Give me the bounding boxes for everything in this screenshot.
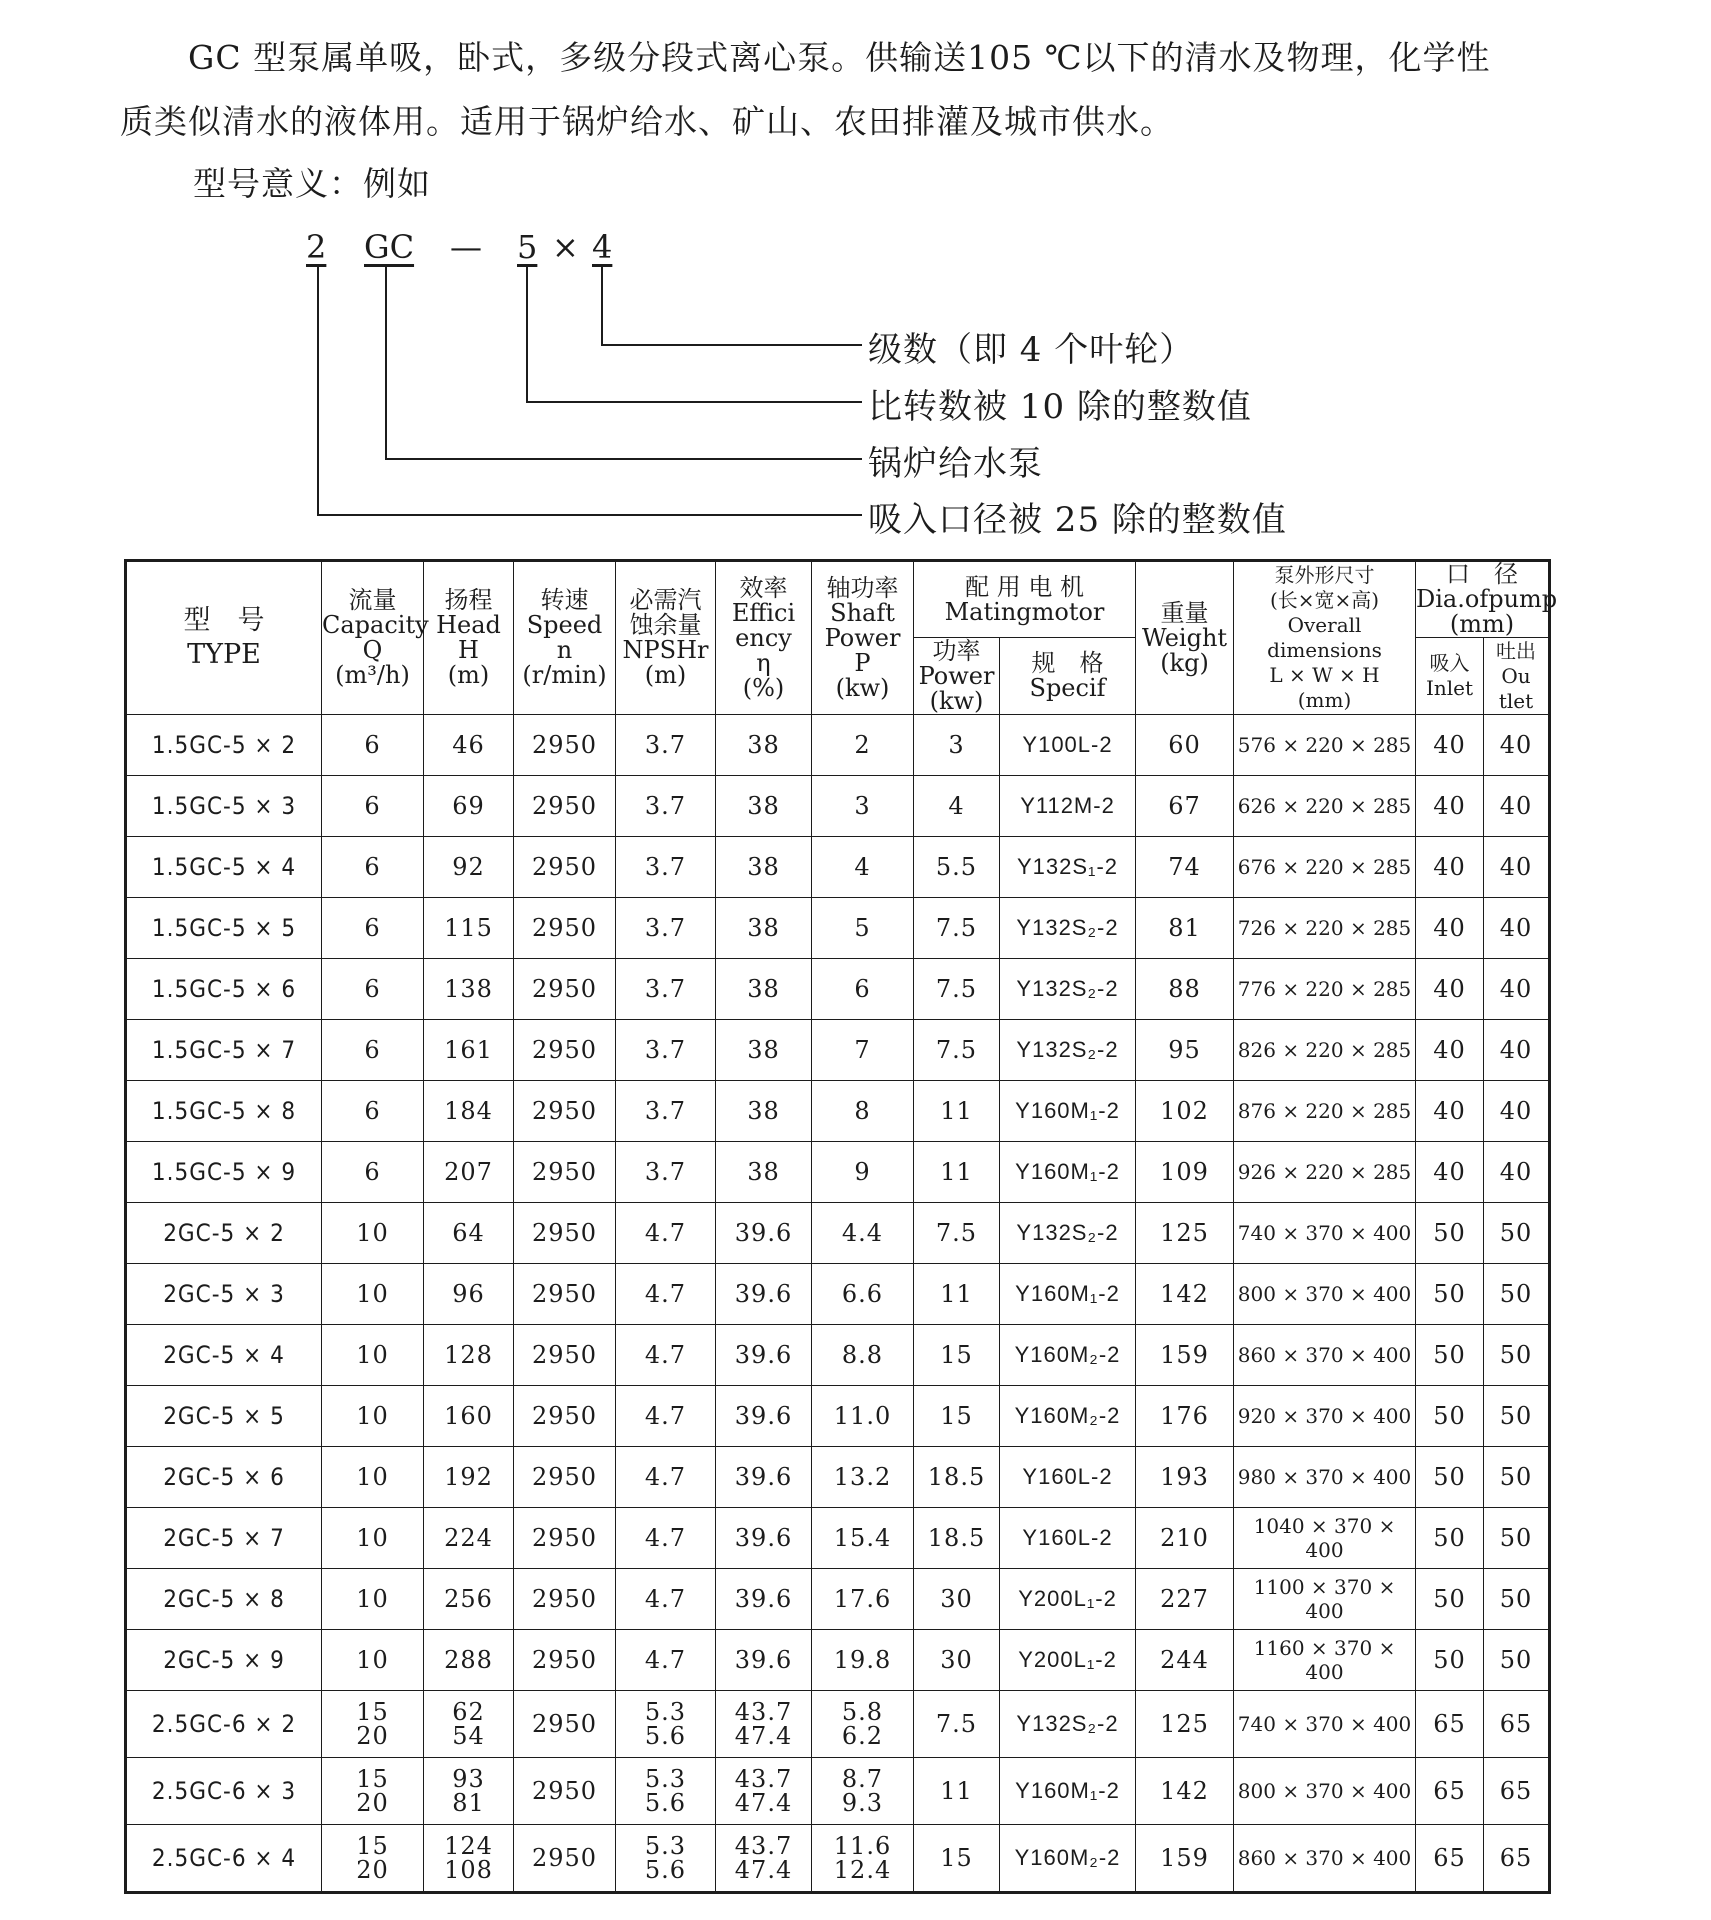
cell-capacity: 6 xyxy=(322,715,424,776)
cell-npshr: 4.7 xyxy=(616,1203,716,1264)
cell-motor-power: 7.5 xyxy=(914,898,1000,959)
cell-motor-spec: Y132S₂-2 xyxy=(1000,1203,1136,1264)
cell-head: 256 xyxy=(424,1569,514,1630)
cell-speed: 2950 xyxy=(514,1020,616,1081)
table-body xyxy=(126,715,1550,1893)
cell-capacity: 10 xyxy=(322,1630,424,1691)
cell-motor-power: 18.5 xyxy=(914,1447,1000,1508)
cell-shaft-power: 11.0 xyxy=(812,1386,914,1447)
cell-motor-power: 7.5 xyxy=(914,959,1000,1020)
table-row xyxy=(126,837,1550,898)
cell-weight: 74 xyxy=(1136,837,1234,898)
cell-weight: 88 xyxy=(1136,959,1234,1020)
cell-type: 2GC-5 × 4 xyxy=(126,1325,322,1386)
cell-efficiency: 39.6 xyxy=(716,1264,812,1325)
cell-dimensions: 1160 × 370 × 400 xyxy=(1234,1630,1416,1691)
cell-inlet: 65 xyxy=(1416,1691,1484,1758)
cell-efficiency: 43.7 47.4 xyxy=(716,1758,812,1825)
cell-motor-spec: Y160L-2 xyxy=(1000,1447,1136,1508)
cell-dimensions: 926 × 220 × 285 xyxy=(1234,1142,1416,1203)
table-row xyxy=(126,1447,1550,1508)
cell-type: 1.5GC-5 × 8 xyxy=(126,1081,322,1142)
cell-outlet: 65 xyxy=(1484,1758,1550,1825)
cell-inlet: 50 xyxy=(1416,1508,1484,1569)
cell-weight: 210 xyxy=(1136,1508,1234,1569)
cell-outlet: 50 xyxy=(1484,1386,1550,1447)
pump-spec-table xyxy=(124,559,1558,1894)
table-row xyxy=(126,715,1550,776)
intro-line-2: 质类似清水的液体用。适用于锅炉给水、矿山、农田排灌及城市供水。 xyxy=(120,102,1174,141)
cell-capacity: 10 xyxy=(322,1325,424,1386)
header-motor-power: 功率 Power (kw) xyxy=(914,638,1000,715)
cell-speed: 2950 xyxy=(514,1325,616,1386)
diagram-connector-lines xyxy=(0,0,1711,540)
cell-dimensions: 740 × 370 × 400 xyxy=(1234,1203,1416,1264)
cell-motor-power: 15 xyxy=(914,1325,1000,1386)
cell-inlet: 40 xyxy=(1416,776,1484,837)
cell-outlet: 40 xyxy=(1484,776,1550,837)
cell-weight: 102 xyxy=(1136,1081,1234,1142)
table-row xyxy=(126,1630,1550,1691)
cell-inlet: 50 xyxy=(1416,1447,1484,1508)
header-head: 扬程 Head H (m) xyxy=(424,561,514,715)
cell-capacity: 6 xyxy=(322,1020,424,1081)
cell-head: 288 xyxy=(424,1630,514,1691)
cell-npshr: 4.7 xyxy=(616,1264,716,1325)
legend-stages: 级数（即 4 个叶轮） xyxy=(868,330,1195,370)
cell-dimensions: 676 × 220 × 285 xyxy=(1234,837,1416,898)
cell-speed: 2950 xyxy=(514,1081,616,1142)
cell-inlet: 50 xyxy=(1416,1203,1484,1264)
cell-weight: 67 xyxy=(1136,776,1234,837)
cell-efficiency: 39.6 xyxy=(716,1386,812,1447)
cell-efficiency: 39.6 xyxy=(716,1508,812,1569)
cell-weight: 81 xyxy=(1136,898,1234,959)
cell-inlet: 40 xyxy=(1416,1081,1484,1142)
cell-head: 224 xyxy=(424,1508,514,1569)
cell-weight: 95 xyxy=(1136,1020,1234,1081)
cell-motor-spec: Y160M₁-2 xyxy=(1000,1758,1136,1825)
cell-motor-spec: Y112M-2 xyxy=(1000,776,1136,837)
cell-type: 2GC-5 × 7 xyxy=(126,1508,322,1569)
cell-type: 1.5GC-5 × 7 xyxy=(126,1020,322,1081)
cell-type: 1.5GC-5 × 9 xyxy=(126,1142,322,1203)
cell-outlet: 40 xyxy=(1484,715,1550,776)
cell-npshr: 3.7 xyxy=(616,1020,716,1081)
table-row xyxy=(126,1203,1550,1264)
cell-speed: 2950 xyxy=(514,1825,616,1893)
cell-head: 128 xyxy=(424,1325,514,1386)
cell-motor-spec: Y132S₂-2 xyxy=(1000,898,1136,959)
cell-type: 1.5GC-5 × 6 xyxy=(126,959,322,1020)
cell-motor-power: 7.5 xyxy=(914,1691,1000,1758)
table-row xyxy=(126,1325,1550,1386)
cell-head: 161 xyxy=(424,1020,514,1081)
cell-shaft-power: 2 xyxy=(812,715,914,776)
cell-shaft-power: 5 xyxy=(812,898,914,959)
cell-motor-spec: Y132S₂-2 xyxy=(1000,1020,1136,1081)
cell-shaft-power: 19.8 xyxy=(812,1630,914,1691)
cell-shaft-power: 11.6 12.4 xyxy=(812,1825,914,1893)
cell-type: 2.5GC-6 × 3 xyxy=(126,1758,322,1825)
cell-efficiency: 38 xyxy=(716,898,812,959)
table-row xyxy=(126,1691,1550,1758)
cell-inlet: 65 xyxy=(1416,1825,1484,1893)
cell-inlet: 50 xyxy=(1416,1630,1484,1691)
cell-inlet: 40 xyxy=(1416,1142,1484,1203)
header-motor-spec: 规 格 Specif xyxy=(1000,638,1136,715)
cell-type: 1.5GC-5 × 2 xyxy=(126,715,322,776)
cell-npshr: 4.7 xyxy=(616,1325,716,1386)
cell-speed: 2950 xyxy=(514,1203,616,1264)
cell-npshr: 3.7 xyxy=(616,1081,716,1142)
cell-outlet: 50 xyxy=(1484,1508,1550,1569)
cell-capacity: 6 xyxy=(322,1081,424,1142)
cell-motor-power: 5.5 xyxy=(914,837,1000,898)
cell-dimensions: 800 × 370 × 400 xyxy=(1234,1758,1416,1825)
cell-weight: 142 xyxy=(1136,1264,1234,1325)
cell-motor-power: 4 xyxy=(914,776,1000,837)
header-weight: 重量 Weight (kg) xyxy=(1136,561,1234,715)
cell-npshr: 3.7 xyxy=(616,898,716,959)
cell-type: 2GC-5 × 2 xyxy=(126,1203,322,1264)
cell-motor-power: 11 xyxy=(914,1264,1000,1325)
cell-efficiency: 38 xyxy=(716,715,812,776)
cell-type: 2GC-5 × 6 xyxy=(126,1447,322,1508)
cell-inlet: 50 xyxy=(1416,1264,1484,1325)
cell-outlet: 40 xyxy=(1484,1081,1550,1142)
cell-outlet: 65 xyxy=(1484,1691,1550,1758)
intro-line-1: GC 型泵属单吸，卧式，多级分段式离心泵。供输送105 ℃以下的清水及物理，化学性 xyxy=(188,38,1491,77)
cell-speed: 2950 xyxy=(514,1508,616,1569)
code-dash: — xyxy=(450,228,482,266)
cell-weight: 60 xyxy=(1136,715,1234,776)
cell-outlet: 50 xyxy=(1484,1203,1550,1264)
cell-capacity: 10 xyxy=(322,1508,424,1569)
table-header-row-1 xyxy=(126,561,1550,638)
cell-motor-spec: Y160M₂-2 xyxy=(1000,1825,1136,1893)
model-code xyxy=(0,228,800,268)
cell-dimensions: 1100 × 370 × 400 xyxy=(1234,1569,1416,1630)
cell-type: 2GC-5 × 9 xyxy=(126,1630,322,1691)
cell-speed: 2950 xyxy=(514,1630,616,1691)
cell-head: 115 xyxy=(424,898,514,959)
cell-dimensions: 860 × 370 × 400 xyxy=(1234,1325,1416,1386)
code-part-stages: 4 xyxy=(592,228,613,266)
cell-inlet: 40 xyxy=(1416,898,1484,959)
cell-motor-power: 18.5 xyxy=(914,1508,1000,1569)
cell-motor-power: 3 xyxy=(914,715,1000,776)
cell-dimensions: 860 × 370 × 400 xyxy=(1234,1825,1416,1893)
cell-shaft-power: 5.8 6.2 xyxy=(812,1691,914,1758)
cell-type: 2GC-5 × 5 xyxy=(126,1386,322,1447)
cell-inlet: 40 xyxy=(1416,959,1484,1020)
table-row xyxy=(126,1825,1550,1893)
cell-head: 124 108 xyxy=(424,1825,514,1893)
cell-speed: 2950 xyxy=(514,1569,616,1630)
header-type: 型 号 TYPE xyxy=(126,561,322,715)
cell-outlet: 50 xyxy=(1484,1569,1550,1630)
cell-motor-spec: Y160M₂-2 xyxy=(1000,1325,1136,1386)
cell-efficiency: 38 xyxy=(716,776,812,837)
table-row xyxy=(126,959,1550,1020)
cell-speed: 2950 xyxy=(514,1758,616,1825)
cell-npshr: 5.3 5.6 xyxy=(616,1691,716,1758)
cell-head: 93 81 xyxy=(424,1758,514,1825)
cell-weight: 142 xyxy=(1136,1758,1234,1825)
cell-efficiency: 39.6 xyxy=(716,1569,812,1630)
cell-outlet: 40 xyxy=(1484,898,1550,959)
cell-efficiency: 38 xyxy=(716,959,812,1020)
cell-speed: 2950 xyxy=(514,837,616,898)
cell-dimensions: 800 × 370 × 400 xyxy=(1234,1264,1416,1325)
cell-shaft-power: 9 xyxy=(812,1142,914,1203)
cell-weight: 244 xyxy=(1136,1630,1234,1691)
cell-outlet: 50 xyxy=(1484,1630,1550,1691)
cell-outlet: 50 xyxy=(1484,1447,1550,1508)
cell-shaft-power: 15.4 xyxy=(812,1508,914,1569)
cell-head: 62 54 xyxy=(424,1691,514,1758)
cell-capacity: 6 xyxy=(322,837,424,898)
cell-motor-spec: Y132S₁-2 xyxy=(1000,837,1136,898)
cell-npshr: 4.7 xyxy=(616,1508,716,1569)
cell-capacity: 10 xyxy=(322,1203,424,1264)
cell-head: 92 xyxy=(424,837,514,898)
code-times: × xyxy=(552,228,579,266)
cell-motor-spec: Y200L₁-2 xyxy=(1000,1630,1136,1691)
cell-efficiency: 38 xyxy=(716,837,812,898)
cell-speed: 2950 xyxy=(514,898,616,959)
table-row xyxy=(126,1142,1550,1203)
cell-npshr: 5.3 5.6 xyxy=(616,1825,716,1893)
cell-motor-power: 30 xyxy=(914,1630,1000,1691)
cell-speed: 2950 xyxy=(514,1386,616,1447)
cell-inlet: 65 xyxy=(1416,1758,1484,1825)
cell-head: 46 xyxy=(424,715,514,776)
cell-motor-spec: Y160M₂-2 xyxy=(1000,1386,1136,1447)
cell-motor-power: 7.5 xyxy=(914,1020,1000,1081)
cell-inlet: 50 xyxy=(1416,1325,1484,1386)
cell-dimensions: 626 × 220 × 285 xyxy=(1234,776,1416,837)
cell-efficiency: 43.7 47.4 xyxy=(716,1825,812,1893)
cell-outlet: 40 xyxy=(1484,1020,1550,1081)
cell-weight: 125 xyxy=(1136,1203,1234,1264)
cell-type: 1.5GC-5 × 5 xyxy=(126,898,322,959)
cell-head: 192 xyxy=(424,1447,514,1508)
header-dimensions: 泵外形尺寸 (长×宽×高) Overall dimensions L × W × H (mm) xyxy=(1234,561,1416,715)
cell-type: 1.5GC-5 × 4 xyxy=(126,837,322,898)
cell-efficiency: 38 xyxy=(716,1142,812,1203)
cell-speed: 2950 xyxy=(514,1142,616,1203)
cell-weight: 159 xyxy=(1136,1825,1234,1893)
header-inlet: 吸入 Inlet xyxy=(1416,638,1484,715)
cell-head: 207 xyxy=(424,1142,514,1203)
cell-npshr: 3.7 xyxy=(616,715,716,776)
cell-npshr: 3.7 xyxy=(616,837,716,898)
cell-motor-spec: Y200L₁-2 xyxy=(1000,1569,1136,1630)
cell-dimensions: 826 × 220 × 285 xyxy=(1234,1020,1416,1081)
cell-dimensions: 576 × 220 × 285 xyxy=(1234,715,1416,776)
cell-outlet: 50 xyxy=(1484,1264,1550,1325)
cell-motor-power: 11 xyxy=(914,1758,1000,1825)
cell-dimensions: 876 × 220 × 285 xyxy=(1234,1081,1416,1142)
cell-shaft-power: 6.6 xyxy=(812,1264,914,1325)
table-row xyxy=(126,1508,1550,1569)
cell-head: 69 xyxy=(424,776,514,837)
header-npshr: 必需汽 蚀余量 NPSHr (m) xyxy=(616,561,716,715)
legend-inlet-diameter: 吸入口径被 25 除的整数值 xyxy=(868,500,1287,540)
table-row xyxy=(126,898,1550,959)
cell-weight: 227 xyxy=(1136,1569,1234,1630)
cell-inlet: 40 xyxy=(1416,715,1484,776)
header-speed: 转速 Speed n (r/min) xyxy=(514,561,616,715)
cell-type: 2.5GC-6 × 4 xyxy=(126,1825,322,1893)
cell-outlet: 50 xyxy=(1484,1325,1550,1386)
table-row xyxy=(126,1081,1550,1142)
model-meaning-title: 型号意义：例如 xyxy=(193,164,431,203)
cell-speed: 2950 xyxy=(514,1691,616,1758)
cell-shaft-power: 8.8 xyxy=(812,1325,914,1386)
cell-capacity: 6 xyxy=(322,898,424,959)
cell-head: 160 xyxy=(424,1386,514,1447)
cell-speed: 2950 xyxy=(514,715,616,776)
cell-motor-spec: Y160M₁-2 xyxy=(1000,1081,1136,1142)
header-outlet: 吐出 Ou tlet xyxy=(1484,638,1550,715)
code-part-gc: GC xyxy=(364,228,415,266)
cell-motor-spec: Y160M₁-2 xyxy=(1000,1264,1136,1325)
cell-head: 64 xyxy=(424,1203,514,1264)
header-pump-diameter: 口 径 Dia.ofpump (mm) xyxy=(1416,560,1558,638)
cell-weight: 159 xyxy=(1136,1325,1234,1386)
cell-efficiency: 38 xyxy=(716,1020,812,1081)
table-row xyxy=(126,1569,1550,1630)
cell-npshr: 4.7 xyxy=(616,1386,716,1447)
cell-weight: 176 xyxy=(1136,1386,1234,1447)
cell-outlet: 40 xyxy=(1484,959,1550,1020)
cell-shaft-power: 8 xyxy=(812,1081,914,1142)
cell-capacity: 15 20 xyxy=(322,1825,424,1893)
cell-capacity: 10 xyxy=(322,1386,424,1447)
cell-inlet: 50 xyxy=(1416,1569,1484,1630)
cell-type: 2GC-5 × 3 xyxy=(126,1264,322,1325)
cell-capacity: 6 xyxy=(322,776,424,837)
cell-capacity: 15 20 xyxy=(322,1758,424,1825)
cell-npshr: 3.7 xyxy=(616,959,716,1020)
table-row xyxy=(126,1264,1550,1325)
cell-motor-spec: Y160M₁-2 xyxy=(1000,1142,1136,1203)
cell-weight: 109 xyxy=(1136,1142,1234,1203)
cell-speed: 2950 xyxy=(514,959,616,1020)
cell-head: 184 xyxy=(424,1081,514,1142)
legend-specific-speed: 比转数被 10 除的整数值 xyxy=(868,387,1252,427)
legend-boiler-pump: 锅炉给水泵 xyxy=(868,444,1043,484)
cell-dimensions: 920 × 370 × 400 xyxy=(1234,1386,1416,1447)
cell-inlet: 40 xyxy=(1416,1020,1484,1081)
header-efficiency: 效率 Effici ency η (%) xyxy=(716,561,812,715)
cell-dimensions: 740 × 370 × 400 xyxy=(1234,1691,1416,1758)
cell-capacity: 15 20 xyxy=(322,1691,424,1758)
cell-head: 138 xyxy=(424,959,514,1020)
cell-type: 2.5GC-6 × 2 xyxy=(126,1691,322,1758)
cell-capacity: 10 xyxy=(322,1569,424,1630)
cell-motor-spec: Y100L-2 xyxy=(1000,715,1136,776)
table-row xyxy=(126,1386,1550,1447)
cell-capacity: 10 xyxy=(322,1447,424,1508)
cell-efficiency: 39.6 xyxy=(716,1630,812,1691)
cell-shaft-power: 6 xyxy=(812,959,914,1020)
cell-shaft-power: 3 xyxy=(812,776,914,837)
cell-type: 2GC-5 × 8 xyxy=(126,1569,322,1630)
table-row xyxy=(126,776,1550,837)
cell-outlet: 40 xyxy=(1484,1142,1550,1203)
cell-inlet: 50 xyxy=(1416,1386,1484,1447)
cell-motor-spec: Y160L-2 xyxy=(1000,1508,1136,1569)
cell-outlet: 65 xyxy=(1484,1825,1550,1893)
table-row xyxy=(126,1020,1550,1081)
cell-npshr: 5.3 5.6 xyxy=(616,1758,716,1825)
cell-speed: 2950 xyxy=(514,1264,616,1325)
cell-speed: 2950 xyxy=(514,1447,616,1508)
cell-motor-power: 7.5 xyxy=(914,1203,1000,1264)
cell-npshr: 3.7 xyxy=(616,776,716,837)
cell-shaft-power: 4.4 xyxy=(812,1203,914,1264)
cell-outlet: 40 xyxy=(1484,837,1550,898)
table-row xyxy=(126,1758,1550,1825)
cell-weight: 125 xyxy=(1136,1691,1234,1758)
cell-motor-power: 15 xyxy=(914,1825,1000,1893)
cell-type: 1.5GC-5 × 3 xyxy=(126,776,322,837)
cell-speed: 2950 xyxy=(514,776,616,837)
cell-inlet: 40 xyxy=(1416,837,1484,898)
cell-dimensions: 776 × 220 × 285 xyxy=(1234,959,1416,1020)
cell-efficiency: 39.6 xyxy=(716,1325,812,1386)
cell-dimensions: 1040 × 370 × 400 xyxy=(1234,1508,1416,1569)
cell-shaft-power: 13.2 xyxy=(812,1447,914,1508)
header-capacity: 流量 Capacity Q (m³/h) xyxy=(322,561,424,715)
cell-efficiency: 43.7 47.4 xyxy=(716,1691,812,1758)
cell-efficiency: 39.6 xyxy=(716,1203,812,1264)
cell-shaft-power: 17.6 xyxy=(812,1569,914,1630)
cell-npshr: 4.7 xyxy=(616,1569,716,1630)
cell-motor-spec: Y132S₂-2 xyxy=(1000,959,1136,1020)
cell-capacity: 6 xyxy=(322,959,424,1020)
cell-motor-spec: Y132S₂-2 xyxy=(1000,1691,1136,1758)
header-shaft-power: 轴功率 Shaft Power P (kw) xyxy=(812,561,914,715)
cell-dimensions: 726 × 220 × 285 xyxy=(1234,898,1416,959)
cell-capacity: 10 xyxy=(322,1264,424,1325)
cell-capacity: 6 xyxy=(322,1142,424,1203)
header-mating-motor: 配 用 电 机 Matingmotor xyxy=(914,561,1136,638)
cell-weight: 193 xyxy=(1136,1447,1234,1508)
cell-shaft-power: 8.7 9.3 xyxy=(812,1758,914,1825)
code-part-inlet: 2 xyxy=(306,228,327,266)
cell-motor-power: 15 xyxy=(914,1386,1000,1447)
cell-efficiency: 39.6 xyxy=(716,1447,812,1508)
cell-motor-power: 30 xyxy=(914,1569,1000,1630)
cell-npshr: 4.7 xyxy=(616,1630,716,1691)
cell-head: 96 xyxy=(424,1264,514,1325)
cell-shaft-power: 4 xyxy=(812,837,914,898)
cell-npshr: 4.7 xyxy=(616,1447,716,1508)
cell-efficiency: 38 xyxy=(716,1081,812,1142)
cell-npshr: 3.7 xyxy=(616,1142,716,1203)
cell-motor-power: 11 xyxy=(914,1081,1000,1142)
code-part-speed: 5 xyxy=(517,228,538,266)
cell-motor-power: 11 xyxy=(914,1142,1000,1203)
cell-dimensions: 980 × 370 × 400 xyxy=(1234,1447,1416,1508)
cell-shaft-power: 7 xyxy=(812,1020,914,1081)
